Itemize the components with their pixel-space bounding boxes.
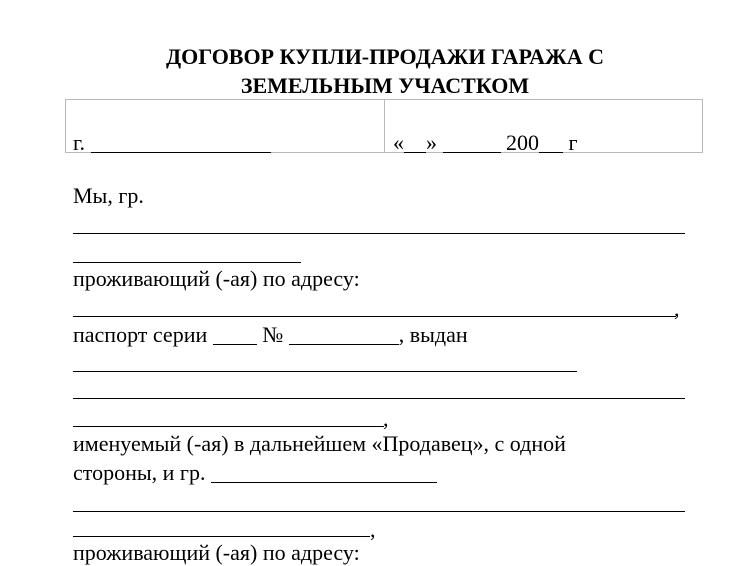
comma: , (370, 517, 376, 542)
blank-line (73, 371, 577, 372)
document-title-line-2: ЗЕМЕЛЬНЫМ УЧАСТКОМ (240, 73, 530, 98)
comma: , (674, 296, 680, 321)
we-citizen-line: Мы, гр. (73, 183, 144, 208)
blank-line (73, 426, 384, 427)
passport-number-blank (289, 324, 399, 345)
year-blank (539, 132, 563, 153)
issued-label: , выдан (398, 322, 468, 347)
date-close-quote: » (426, 130, 437, 155)
passport-series-blank (213, 324, 257, 345)
blank-line (73, 233, 685, 234)
citizen-name-blank (211, 462, 437, 483)
blank-line (73, 536, 370, 537)
residing-address-label: проживающий (-ая) по адресу: (73, 540, 360, 565)
blank-line (73, 511, 685, 512)
blank-line (73, 398, 685, 399)
hereinafter-seller-line: именуемый (-ая) в дальнейшем «Продавец», с одной (73, 431, 566, 456)
date-open-quote: « (393, 130, 404, 155)
year-prefix: 200 (506, 130, 539, 155)
blank-line (73, 316, 676, 317)
document-title-line-1: ДОГОВОР КУПЛИ-ПРОДАЖИ ГАРАЖА С (166, 44, 604, 69)
number-sign: № (262, 322, 284, 347)
header-table (65, 99, 703, 153)
city-blank (91, 132, 271, 153)
year-suffix: г (568, 130, 578, 155)
comma: , (383, 406, 389, 431)
blank-line (73, 262, 301, 263)
date-cell (393, 129, 578, 156)
month-blank (443, 132, 501, 153)
city-cell (73, 129, 271, 156)
residing-address-label: проживающий (-ая) по адресу: (73, 266, 360, 291)
city-prefix: г. (73, 130, 86, 155)
header-table-divider (384, 100, 385, 152)
passport-series-label: паспорт серии (73, 322, 208, 347)
day-blank (404, 132, 426, 153)
other-side-line (73, 459, 437, 486)
other-side-label: стороны, и гр. (73, 460, 206, 485)
passport-line (73, 321, 468, 348)
